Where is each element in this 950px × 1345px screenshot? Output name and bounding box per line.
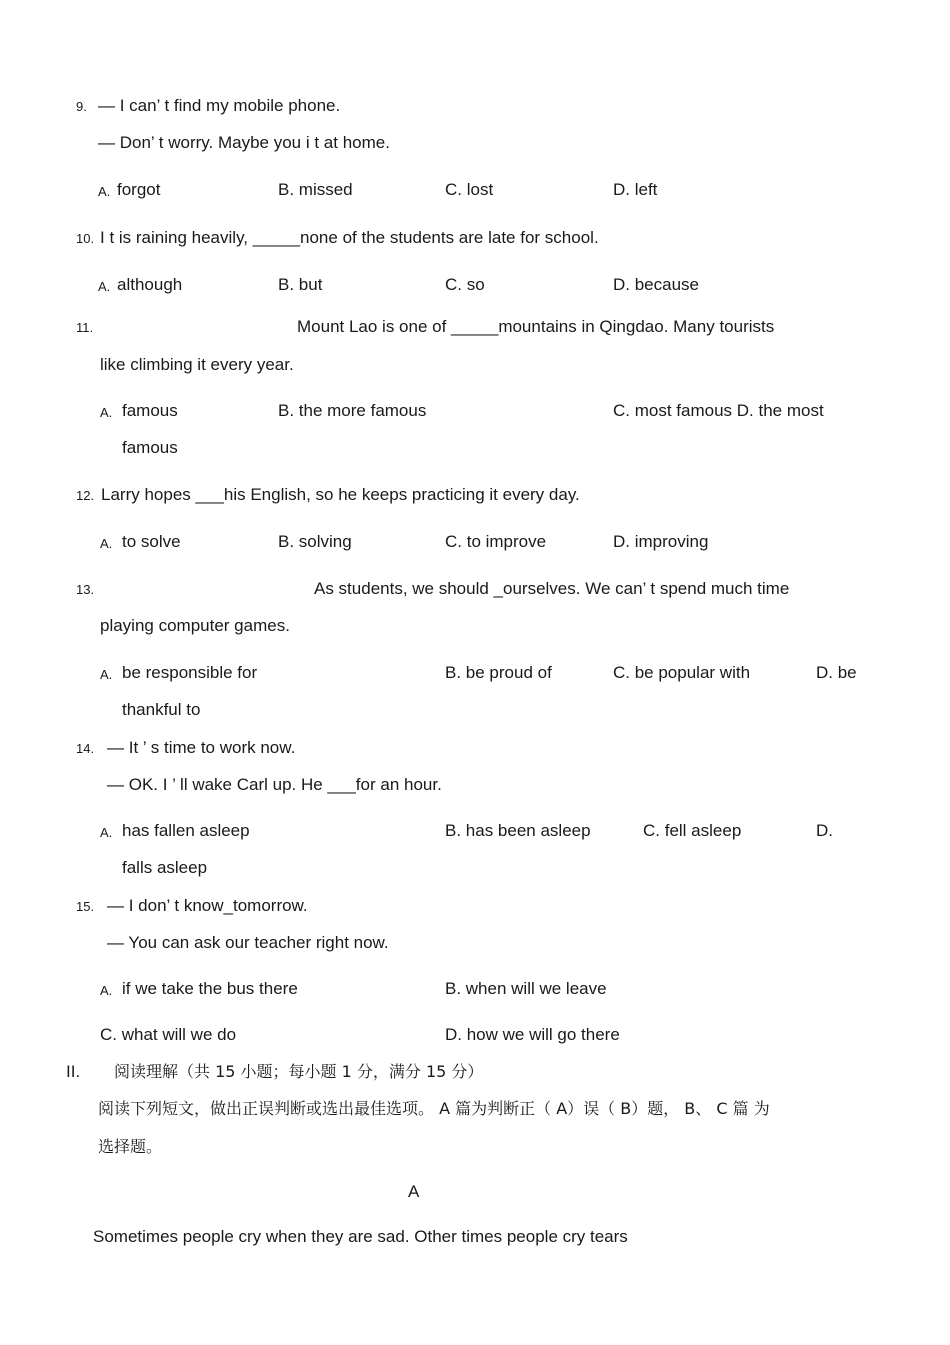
option-d: D. how we will go there xyxy=(445,1025,620,1044)
question-stem: Larry hopes ___his English, so he keeps practicing it every day. xyxy=(101,485,580,504)
section-instructions: 选择题。 xyxy=(98,1137,163,1156)
question-number: 15. xyxy=(76,899,95,914)
question-stem: Mount Lao is one of _____mountains in Qingdao. Many tourists xyxy=(297,317,775,336)
passage-text: Sometimes people cry when they are sad. Other times people cry tears xyxy=(93,1227,628,1246)
option-b: B. solving xyxy=(278,532,352,551)
option-d-continued: famous xyxy=(122,438,178,457)
question-number: 9. xyxy=(76,99,87,114)
option-a: famous xyxy=(122,401,178,420)
option-a: be responsible for xyxy=(122,663,258,682)
option-d: D. because xyxy=(613,275,699,294)
question-stem: — It ’ s time to work now. xyxy=(107,738,296,757)
question-stem: playing computer games. xyxy=(100,616,290,635)
option-b: B. the more famous xyxy=(278,401,427,420)
question-number: 14. xyxy=(76,741,95,756)
option-d: D. improving xyxy=(613,532,709,551)
option-c-d: C. most famous D. the most xyxy=(613,401,824,420)
question-number: 12. xyxy=(76,488,95,503)
option-b: B. be proud of xyxy=(445,663,552,682)
passage-label: A xyxy=(408,1182,420,1201)
option-b: B. missed xyxy=(278,180,353,199)
option-d: D. be xyxy=(816,663,857,682)
question-stem: As students, we should _ourselves. We can’ t spend much time xyxy=(314,579,790,598)
option-c: C. fell asleep xyxy=(643,821,742,840)
question-stem: — OK. I ’ ll wake Carl up. He ___for an hour. xyxy=(107,775,442,794)
question-number: 11. xyxy=(76,320,94,335)
option-d-continued: falls asleep xyxy=(122,858,208,877)
option-b: B. when will we leave xyxy=(445,979,607,998)
question-stem: — You can ask our teacher right now. xyxy=(107,933,389,952)
option-a: if we take the bus there xyxy=(122,979,298,998)
option-c: C. so xyxy=(445,275,485,294)
question-number: 13. xyxy=(76,582,95,597)
section-title: 阅读理解（共 15 小题；每小题 1 分，满分 15 分） xyxy=(114,1062,484,1081)
question-stem: like climbing it every year. xyxy=(100,355,294,374)
option-letter: A. xyxy=(100,536,113,551)
option-c: C. lost xyxy=(445,180,494,199)
option-c: C. to improve xyxy=(445,532,547,551)
option-letter: A. xyxy=(98,184,111,199)
section-number: II. xyxy=(66,1062,81,1081)
option-letter: A. xyxy=(100,825,113,840)
option-letter: A. xyxy=(100,667,113,682)
question-number: 10. xyxy=(76,231,95,246)
option-a: forgot xyxy=(117,180,161,199)
question-stem: — Don’ t worry. Maybe you i t at home. xyxy=(98,133,390,152)
option-letter: A. xyxy=(100,983,113,998)
option-c: C. be popular with xyxy=(613,663,751,682)
option-d: D. left xyxy=(613,180,658,199)
question-stem: — I can’ t find my mobile phone. xyxy=(98,96,341,115)
option-letter: A. xyxy=(98,279,111,294)
option-d-continued: thankful to xyxy=(122,700,201,719)
option-letter: A. xyxy=(100,405,113,420)
option-d: D. xyxy=(816,821,833,840)
section-instructions: 阅读下列短文，做出正误判断或选出最佳选项。 A 篇为判断正（ A）误（ B）题， B、 C 篇 为 xyxy=(98,1099,770,1118)
option-a: to solve xyxy=(122,532,181,551)
question-stem: I t is raining heavily, _____none of the students are late for school. xyxy=(100,228,599,247)
option-b: B. but xyxy=(278,275,323,294)
option-b: B. has been asleep xyxy=(445,821,591,840)
option-a: although xyxy=(117,275,183,294)
option-a: has fallen asleep xyxy=(122,821,250,840)
question-stem: — I don’ t know_tomorrow. xyxy=(107,896,308,915)
option-c: C. what will we do xyxy=(100,1025,237,1044)
